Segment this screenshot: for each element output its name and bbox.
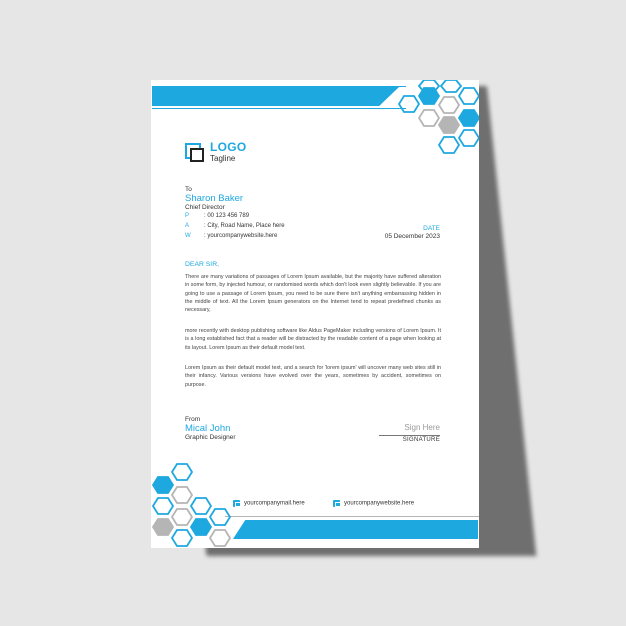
footer-website-text: yourcompanywebsite.here bbox=[344, 500, 415, 507]
sender-label: From bbox=[185, 416, 201, 423]
recipient-name: Sharon Baker bbox=[185, 193, 244, 204]
signature-placeholder: Sign Here bbox=[404, 423, 440, 432]
date-label: DATE bbox=[423, 225, 440, 232]
globe-icon bbox=[333, 500, 340, 507]
salutation: DEAR SIR, bbox=[185, 261, 219, 268]
contact-website-value: : yourcompanywebsite.here bbox=[204, 233, 278, 239]
contact-phone bbox=[185, 213, 249, 219]
contact-address-key: A bbox=[185, 223, 190, 229]
logo-name: LOGO bbox=[210, 140, 247, 154]
footer-email bbox=[233, 500, 305, 507]
body-paragraph-3: Lorem Ipsum as their default model text, and a search for 'lorem ipsum' will uncover many web sites still in their infancy. Various versions have evolved over the years, sometimes by accident, sometimes on purpose. bbox=[185, 365, 441, 388]
mail-icon bbox=[233, 500, 240, 507]
recipient-label: To bbox=[185, 186, 192, 193]
signature-label: SIGNATURE bbox=[402, 437, 440, 443]
sender-name: Mical John bbox=[185, 423, 231, 434]
footer-website bbox=[333, 500, 414, 507]
contact-phone-value: : 00 123 456 789 bbox=[204, 213, 250, 219]
body-paragraph-2: more recently with desktop publishing software like Aldus PageMaker including versions of Lorem Ipsum. It is a long established fact that a reader will be distracted by the readable content of a page when looking at its layout. Lorem Ipsum as their default model text. bbox=[185, 328, 441, 351]
recipient-title: Chief Director bbox=[185, 204, 225, 211]
signature-line bbox=[379, 435, 440, 436]
hexagon-pattern-top bbox=[389, 80, 479, 165]
top-accent-bar bbox=[152, 87, 399, 106]
contact-address-value: : City, Road Name, Place here bbox=[204, 223, 285, 229]
footer-email-text: yourcompanymail.here bbox=[244, 500, 305, 507]
bottom-accent-bar bbox=[233, 520, 478, 539]
contact-website bbox=[185, 233, 277, 239]
contact-address bbox=[185, 223, 285, 229]
letterhead-page bbox=[151, 80, 479, 548]
bottom-bar-line bbox=[225, 516, 479, 517]
body-paragraph-1: There are many variations of passages of Lorem Ipsum available, but the majority have suffered alteration in some form, by injected humour, or randomised words which don't look even slightly believable. If you are going to use a passage of Lorem Ipsum, you need to be sure there isn't anything embarrassing hidden in the middle of text. All the Lorem Ipsum generators on the Internet tend to repeat predefined chunks as necessary, bbox=[185, 274, 441, 314]
contact-phone-key: P bbox=[185, 213, 190, 219]
overlapping-squares-icon bbox=[185, 143, 205, 161]
date-value: 05 December 2023 bbox=[384, 233, 440, 240]
logo-tagline: Tagline bbox=[210, 154, 236, 163]
contact-website-key: W bbox=[185, 233, 191, 239]
sender-title: Graphic Designer bbox=[185, 434, 236, 441]
